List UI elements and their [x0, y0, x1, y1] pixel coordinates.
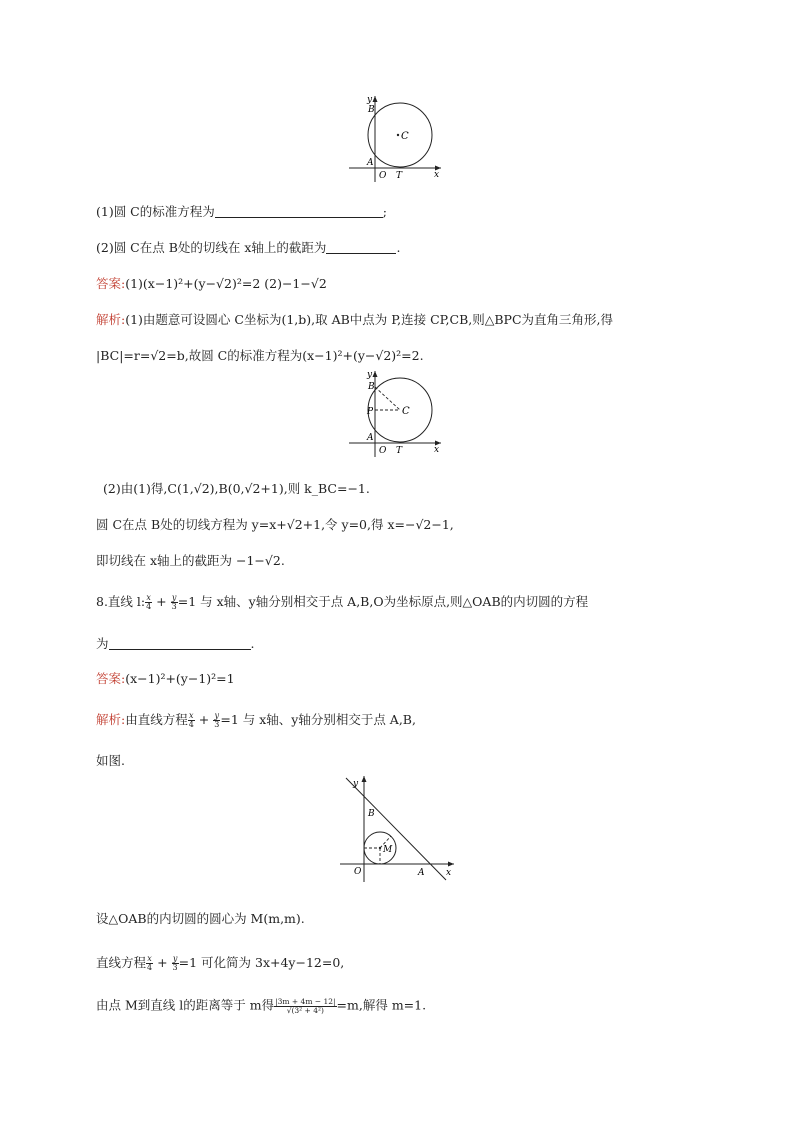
frac-y-over-3-b: $\frac{y}{3}$	[214, 711, 220, 729]
q7-analysis-5: 即切线在 x轴上的截距为 −1−√2.	[96, 553, 285, 568]
q8-analysis-1-pre: 由直线方程	[125, 712, 188, 727]
q7-analysis-text-1: (1)由题意可设圆心 C坐标为(1,b),取 AB中点为 P,连接 CP,CB,则△BPC为直角三角形,得	[125, 312, 613, 327]
frac-x-over-4-b: $\frac{x}{4}$	[188, 711, 194, 729]
q7-answer-text: (1)(x−1)²+(y−√2)²=2 (2)−1−√2	[125, 276, 327, 291]
q8-stem-1-pre: 8.直线 l:	[96, 594, 146, 609]
q8-analysis-5-pre: 由点 M到直线 l的距离等于 m得	[96, 997, 275, 1013]
q8-analysis-1: 解析:由直线方程 $\frac{x}{4}$ + $\frac{y}{3}$ =1 与 x轴、y轴分别相交于点 A,B,	[96, 711, 416, 729]
figure-incircle	[338, 772, 458, 884]
q7-analysis-label: 解析:	[96, 312, 126, 327]
frac-y-over-3: $\frac{y}{3}$	[171, 593, 177, 611]
q8-analysis-4-pre: 直线方程	[96, 955, 147, 970]
fig3-m-label: M	[383, 845, 393, 855]
fig1-x-label: x	[434, 170, 440, 180]
q8-analysis-5	[96, 998, 426, 1014]
fig2-b-label: B	[368, 382, 375, 392]
q8-stem-2-pre: 为	[96, 636, 109, 651]
q7-analysis-2: |BC|=r=√2=b,故圆 C的标准方程为(x−1)²+(y−√2)²=2.	[96, 348, 424, 363]
fig1-c-label: C	[401, 131, 409, 142]
fig2-t-label: T	[396, 446, 403, 456]
q8-analysis-label: 解析:	[96, 712, 126, 727]
fig2-y-label: y	[367, 370, 373, 380]
q7-analysis-4: 圆 C在点 B处的切线方程为 y=x+√2+1,令 y=0,得 x=−√2−1,	[96, 517, 454, 532]
q7-line1-end: ;	[382, 204, 387, 219]
fig1-y-label: y	[367, 95, 373, 105]
q8-stem-2	[96, 637, 255, 651]
fig2-p-label: P	[367, 407, 374, 417]
frac-x-over-4-c: $\frac{x}{4}$	[147, 954, 153, 972]
q7-analysis-3: (2)由(1)得,C(1,√2),B(0,√2+1),则 k_BC=−1.	[103, 481, 370, 496]
fig1-o-label: O	[379, 171, 387, 181]
q7-line2-text: (2)圆 C在点 B处的切线在 x轴上的截距为	[96, 240, 327, 255]
q8-answer	[96, 673, 235, 686]
figure-circle-2	[345, 365, 445, 460]
fig2-a-label: A	[367, 433, 374, 443]
q8-analysis-4: 直线方程 $\frac{x}{4}$ + $\frac{y}{3}$ =1 可化简为 3x+4y−12=0,	[96, 954, 345, 972]
fig1-a-label: A	[367, 158, 374, 168]
q7-line2-end: .	[396, 240, 401, 255]
q8-stem-1-post: =1 与 x轴、y轴分别相交于点 A,B,O为坐标原点,则△OAB的内切圆的方程	[177, 594, 589, 609]
fig3-a-label: A	[418, 868, 425, 878]
q8-analysis-4-post: =1 可化简为 3x+4y−12=0,	[178, 955, 345, 970]
fig2-x-label: x	[434, 445, 440, 455]
fig2-c-label: C	[402, 406, 410, 417]
q7-line1	[96, 205, 387, 219]
frac-x-over-4: $\frac{x}{4}$	[146, 593, 152, 611]
q8-answer-text: (x−1)²+(y−1)²=1	[125, 671, 235, 686]
fig3-b-label: B	[368, 809, 375, 819]
fig3-o-label: O	[354, 867, 362, 877]
q8-blank[interactable]	[109, 637, 251, 650]
q8-analysis-5-post: =m,解得 m=1.	[336, 997, 427, 1013]
fig3-y-label: y	[353, 779, 359, 789]
q7-blank-1[interactable]	[215, 205, 383, 218]
q8-stem-2-end: .	[250, 636, 255, 651]
q8-stem-1: 8.直线 l: $\frac{x}{4}$ + $\frac{y}{3}$ =1 与 x轴、y轴分别相交于点 A,B,O为坐标原点,则△OAB的内切圆的方程	[96, 593, 589, 611]
q7-answer	[96, 278, 327, 291]
distance-fraction: $\frac{|3m + 4m - 12|}{\text{√(3² + 4²)}}$	[275, 997, 336, 1015]
q8-analysis-1-post: =1 与 x轴、y轴分别相交于点 A,B,	[220, 712, 416, 727]
q7-line1-text: (1)圆 C的标准方程为	[96, 204, 215, 219]
fig3-x-label: x	[446, 868, 452, 878]
figure-circle-1	[345, 90, 445, 185]
q8-analysis-3: 设△OAB的内切圆的圆心为 M(m,m).	[96, 911, 305, 926]
q8-analysis-2: 如图.	[96, 753, 125, 768]
fig1-b-label: B	[368, 105, 375, 115]
q7-blank-2[interactable]	[326, 241, 396, 254]
q7-analysis-1	[96, 314, 613, 327]
fig2-o-label: O	[379, 446, 387, 456]
q7-answer-label: 答案:	[96, 276, 126, 291]
q8-answer-label: 答案:	[96, 671, 126, 686]
fig1-t-label: T	[396, 171, 403, 181]
frac-y-over-3-c: $\frac{y}{3}$	[172, 954, 178, 972]
q7-line2	[96, 241, 400, 255]
